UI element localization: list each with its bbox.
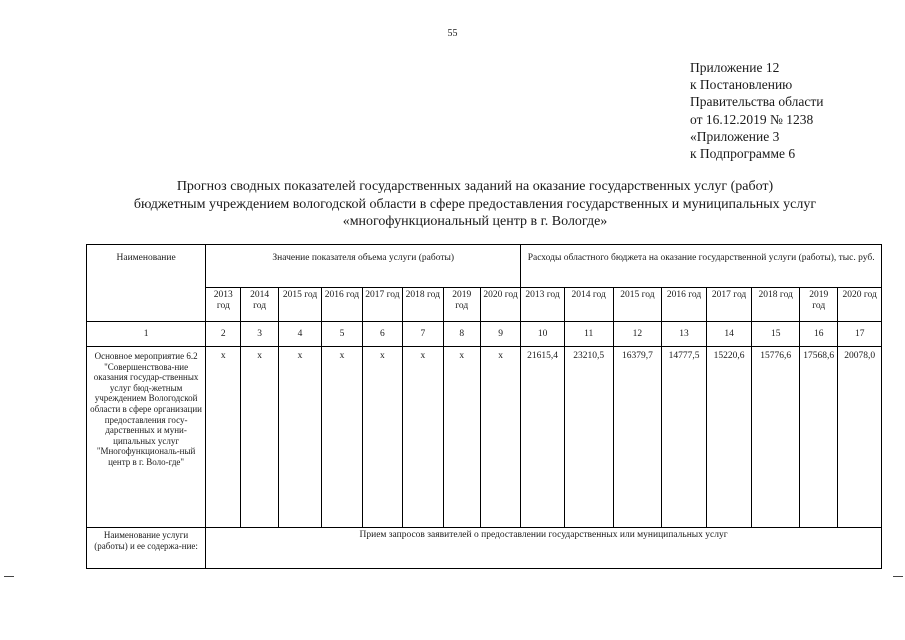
budget-value-cell: 14777,5 bbox=[662, 347, 707, 528]
volume-year-cell: 2013 год bbox=[206, 288, 241, 322]
appendix-line: Приложение 12 bbox=[690, 60, 780, 75]
volume-year-cell: 2018 год bbox=[403, 288, 443, 322]
appendix-line: «Приложение 3 bbox=[690, 128, 780, 144]
budget-value-cell: 20078,0 bbox=[838, 347, 882, 528]
appendix-line: от 16.12.2019 № 1238 bbox=[690, 111, 814, 127]
page-number: 55 bbox=[447, 28, 458, 39]
volume-value-cell: x bbox=[403, 347, 443, 528]
volume-value-cell: x bbox=[278, 347, 322, 528]
budget-year-cell: 2015 год bbox=[613, 288, 662, 322]
volume-value-cell: x bbox=[206, 347, 241, 528]
header-name: Наименование bbox=[87, 245, 206, 322]
budget-year-cell: 2014 год bbox=[564, 288, 613, 322]
title-line: «многофункциональный центр в г. Вологде» bbox=[342, 214, 608, 229]
column-number-cell: 8 bbox=[443, 322, 480, 347]
table-header-row bbox=[87, 245, 882, 288]
volume-year-cell: 2017 год bbox=[362, 288, 402, 322]
appendix-block bbox=[690, 59, 823, 162]
budget-value-cell: 17568,6 bbox=[800, 347, 838, 528]
budget-value-cell: 16379,7 bbox=[613, 347, 662, 528]
budget-year-cell: 2018 год bbox=[752, 288, 800, 322]
volume-year-cell: 2019 год bbox=[443, 288, 480, 322]
budget-value-cell: 15220,6 bbox=[706, 347, 752, 528]
volume-value-cell: x bbox=[322, 347, 362, 528]
header-budget: Расходы областного бюджета на оказание государственной услуги (работы), тыс. руб. bbox=[521, 245, 882, 288]
column-number-cell: 16 bbox=[800, 322, 838, 347]
volume-year-cell: 2015 год bbox=[278, 288, 322, 322]
column-number-cell: 14 bbox=[706, 322, 752, 347]
volume-value-cell: x bbox=[480, 347, 520, 528]
column-number-cell: 5 bbox=[322, 322, 362, 347]
column-number-cell: 6 bbox=[362, 322, 402, 347]
service-row bbox=[87, 528, 882, 569]
service-label-cell: Наименование услуги (работы) и ее содержа-ние: bbox=[87, 528, 206, 569]
table-years-row bbox=[87, 288, 882, 322]
budget-value-cell: 15776,6 bbox=[752, 347, 800, 528]
column-number-cell: 15 bbox=[752, 322, 800, 347]
column-number-cell: 13 bbox=[662, 322, 707, 347]
volume-value-cell: x bbox=[443, 347, 480, 528]
scan-mark-left bbox=[4, 576, 14, 577]
budget-value-cell: 23210,5 bbox=[564, 347, 613, 528]
volume-value-cell: x bbox=[241, 347, 278, 528]
title-line: бюджетным учреждением вологодской области в сфере предоставления государственных и муниципальных услуг bbox=[133, 196, 817, 212]
service-value-cell: Прием запросов заявителей о предоставлении государственных или муниципальных услуг bbox=[206, 528, 882, 569]
budget-year-cell: 2017 год bbox=[706, 288, 752, 322]
column-number-cell: 7 bbox=[403, 322, 443, 347]
column-number-cell: 9 bbox=[480, 322, 520, 347]
budget-year-cell: 2013 год bbox=[521, 288, 565, 322]
budget-value-cell: 21615,4 bbox=[521, 347, 565, 528]
activity-name-cell: Основное мероприятие 6.2 "Совершенствова-ние оказания государ-ственных услуг бюд-жетным учреждением Вологодской области в сфере организации предоставления госу-дарственных и муни-ципальных услуг "Многофункциональ-ный центр в г. Воло-где" bbox=[87, 347, 206, 528]
document-title bbox=[80, 178, 870, 231]
column-number-row bbox=[87, 322, 882, 347]
volume-year-cell: 2020 год bbox=[480, 288, 520, 322]
column-number-cell: 10 bbox=[521, 322, 565, 347]
column-number-cell: 11 bbox=[564, 322, 613, 347]
column-number-cell: 1 bbox=[87, 322, 206, 347]
column-number-cell: 4 bbox=[278, 322, 322, 347]
volume-year-cell: 2016 год bbox=[322, 288, 362, 322]
forecast-table bbox=[86, 244, 882, 569]
appendix-line: к Постановлению bbox=[690, 77, 793, 93]
appendix-line: Правительства области bbox=[690, 94, 824, 110]
budget-year-cell: 2016 год bbox=[662, 288, 707, 322]
table-row bbox=[87, 347, 882, 528]
column-number-cell: 12 bbox=[613, 322, 662, 347]
scan-mark-right bbox=[893, 576, 903, 577]
budget-year-cell: 2019 год bbox=[800, 288, 838, 322]
header-volume: Значение показателя объема услуги (работы) bbox=[206, 245, 521, 288]
volume-value-cell: x bbox=[362, 347, 402, 528]
title-line: Прогноз сводных показателей государственных заданий на оказание государственных услуг (работ) bbox=[176, 179, 774, 194]
volume-year-cell: 2014 год bbox=[241, 288, 278, 322]
appendix-line: к Подпрограмме 6 bbox=[690, 146, 796, 162]
column-number-cell: 3 bbox=[241, 322, 278, 347]
column-number-cell: 2 bbox=[206, 322, 241, 347]
column-number-cell: 17 bbox=[838, 322, 882, 347]
budget-year-cell: 2020 год bbox=[838, 288, 882, 322]
